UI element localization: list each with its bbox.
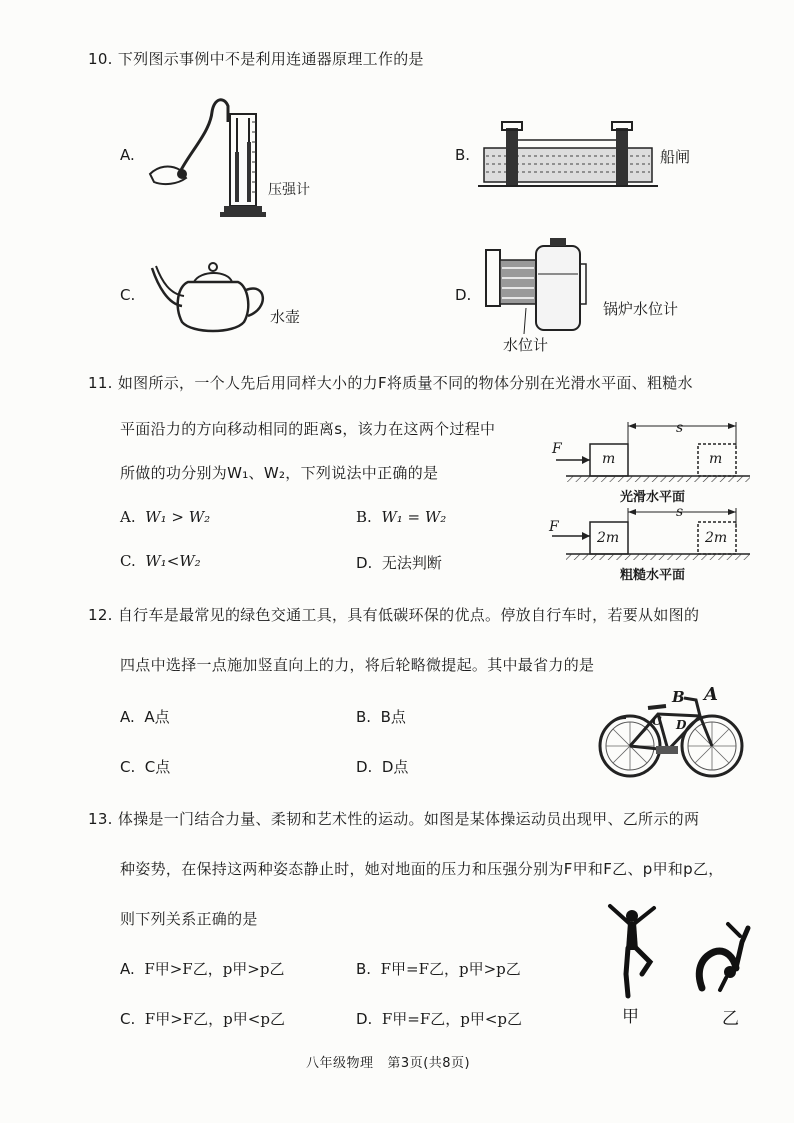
q12-option-d: D. D点 (356, 758, 409, 776)
q11-mass-label-2: 2m (597, 530, 620, 546)
q11-mass-label-1: m (602, 451, 616, 467)
page-footer: 八年级物理 第3页(共8页) (306, 1056, 471, 1071)
gymnast-jia-figure (602, 902, 662, 998)
q11-stem-line1: 11. 如图所示，一个人先后用同样大小的力F将质量不同的物体分别在光滑水平面、粗糙水 (88, 374, 693, 392)
q11-stem-line3: 所做的功分别为W₁、W₂，下列说法中正确的是 (120, 464, 439, 482)
q13-stem-line3: 则下列关系正确的是 (120, 910, 258, 928)
q12-option-b: B. B点 (356, 708, 406, 726)
pressure-gauge-figure (140, 92, 270, 222)
q12-option-a: A. A点 (120, 708, 170, 726)
q13-option-c: C. F甲>F乙，p甲<p乙 (120, 1010, 285, 1028)
q12-stem-line2: 四点中选择一点施加竖直向上的力，将后轮略微提起。其中最省力的是 (120, 656, 595, 674)
gymnast-yi-figure (690, 922, 756, 994)
q11-option-a: A. W₁ > W₂ (120, 508, 211, 526)
q10-option-a-letter: A. (120, 146, 135, 164)
q11-distance-label-1: s (676, 420, 684, 436)
q10-option-c-letter: C. (120, 286, 136, 304)
boiler-figure (480, 234, 600, 344)
bicycle-point-c: C (652, 714, 662, 728)
q10-option-d-letter: D. (455, 286, 472, 304)
q12-stem-line1: 12. 自行车是最常见的绿色交通工具，具有低碳环保的优点。停放自行车时，若要从如图的 (88, 606, 700, 624)
q13-option-d: D. F甲=F乙，p甲<p乙 (356, 1010, 523, 1028)
q10-option-d-caption2: 水位计 (503, 336, 549, 354)
q10-option-b-caption: 船闸 (660, 148, 691, 166)
q13-stem-line1: 13. 体操是一门结合力量、柔韧和艺术性的运动。如图是某体操运动员出现甲、乙所示的两 (88, 810, 700, 828)
bicycle-figure (596, 688, 746, 784)
q11-distance-label-2: s (676, 504, 684, 520)
q11-surface-smooth: 光滑水平面 (620, 490, 686, 505)
q13-stem-line2: 种姿势，在保持这两种姿态静止时，她对地面的压力和压强分别为F甲和F乙、p甲和p乙， (120, 860, 724, 878)
q11-mass-label-1-moved: m (709, 451, 723, 467)
q10-option-d-caption: 锅炉水位计 (603, 300, 679, 318)
q11-surface-rough: 粗糙水平面 (620, 568, 686, 583)
q11-force-label-2: F (549, 519, 559, 535)
q13-option-b: B. F甲=F乙，p甲>p乙 (356, 960, 521, 978)
q10-option-a-caption: 压强计 (268, 182, 310, 198)
q10-option-b-letter: B. (455, 146, 471, 164)
bicycle-point-d: D (676, 718, 687, 732)
q11-option-b: B. W₁ = W₂ (356, 508, 447, 526)
bicycle-point-a: A (704, 684, 718, 705)
q11-stem-line2: 平面沿力的方向移动相同的距离s，该力在这两个过程中 (120, 420, 496, 438)
q10-stem: 10. 下列图示事例中不是利用连通器原理工作的是 (88, 50, 424, 68)
q13-option-a: A. F甲>F乙，p甲>p乙 (120, 960, 285, 978)
q11-mass-label-2-moved: 2m (705, 530, 728, 546)
kettle-figure (148, 246, 273, 336)
gymnast-label-yi: 乙 (722, 1009, 739, 1029)
bicycle-point-b: B (672, 688, 685, 706)
q11-option-c: C. W₁<W₂ (120, 552, 201, 570)
q10-option-c-caption: 水壶 (270, 308, 301, 326)
q11-option-d: D. 无法判断 (356, 554, 442, 572)
q11-force-label-1: F (552, 441, 562, 457)
gymnast-label-jia: 甲 (622, 1007, 639, 1027)
ship-lock-figure (478, 118, 658, 190)
q12-option-c: C. C点 (120, 758, 171, 776)
